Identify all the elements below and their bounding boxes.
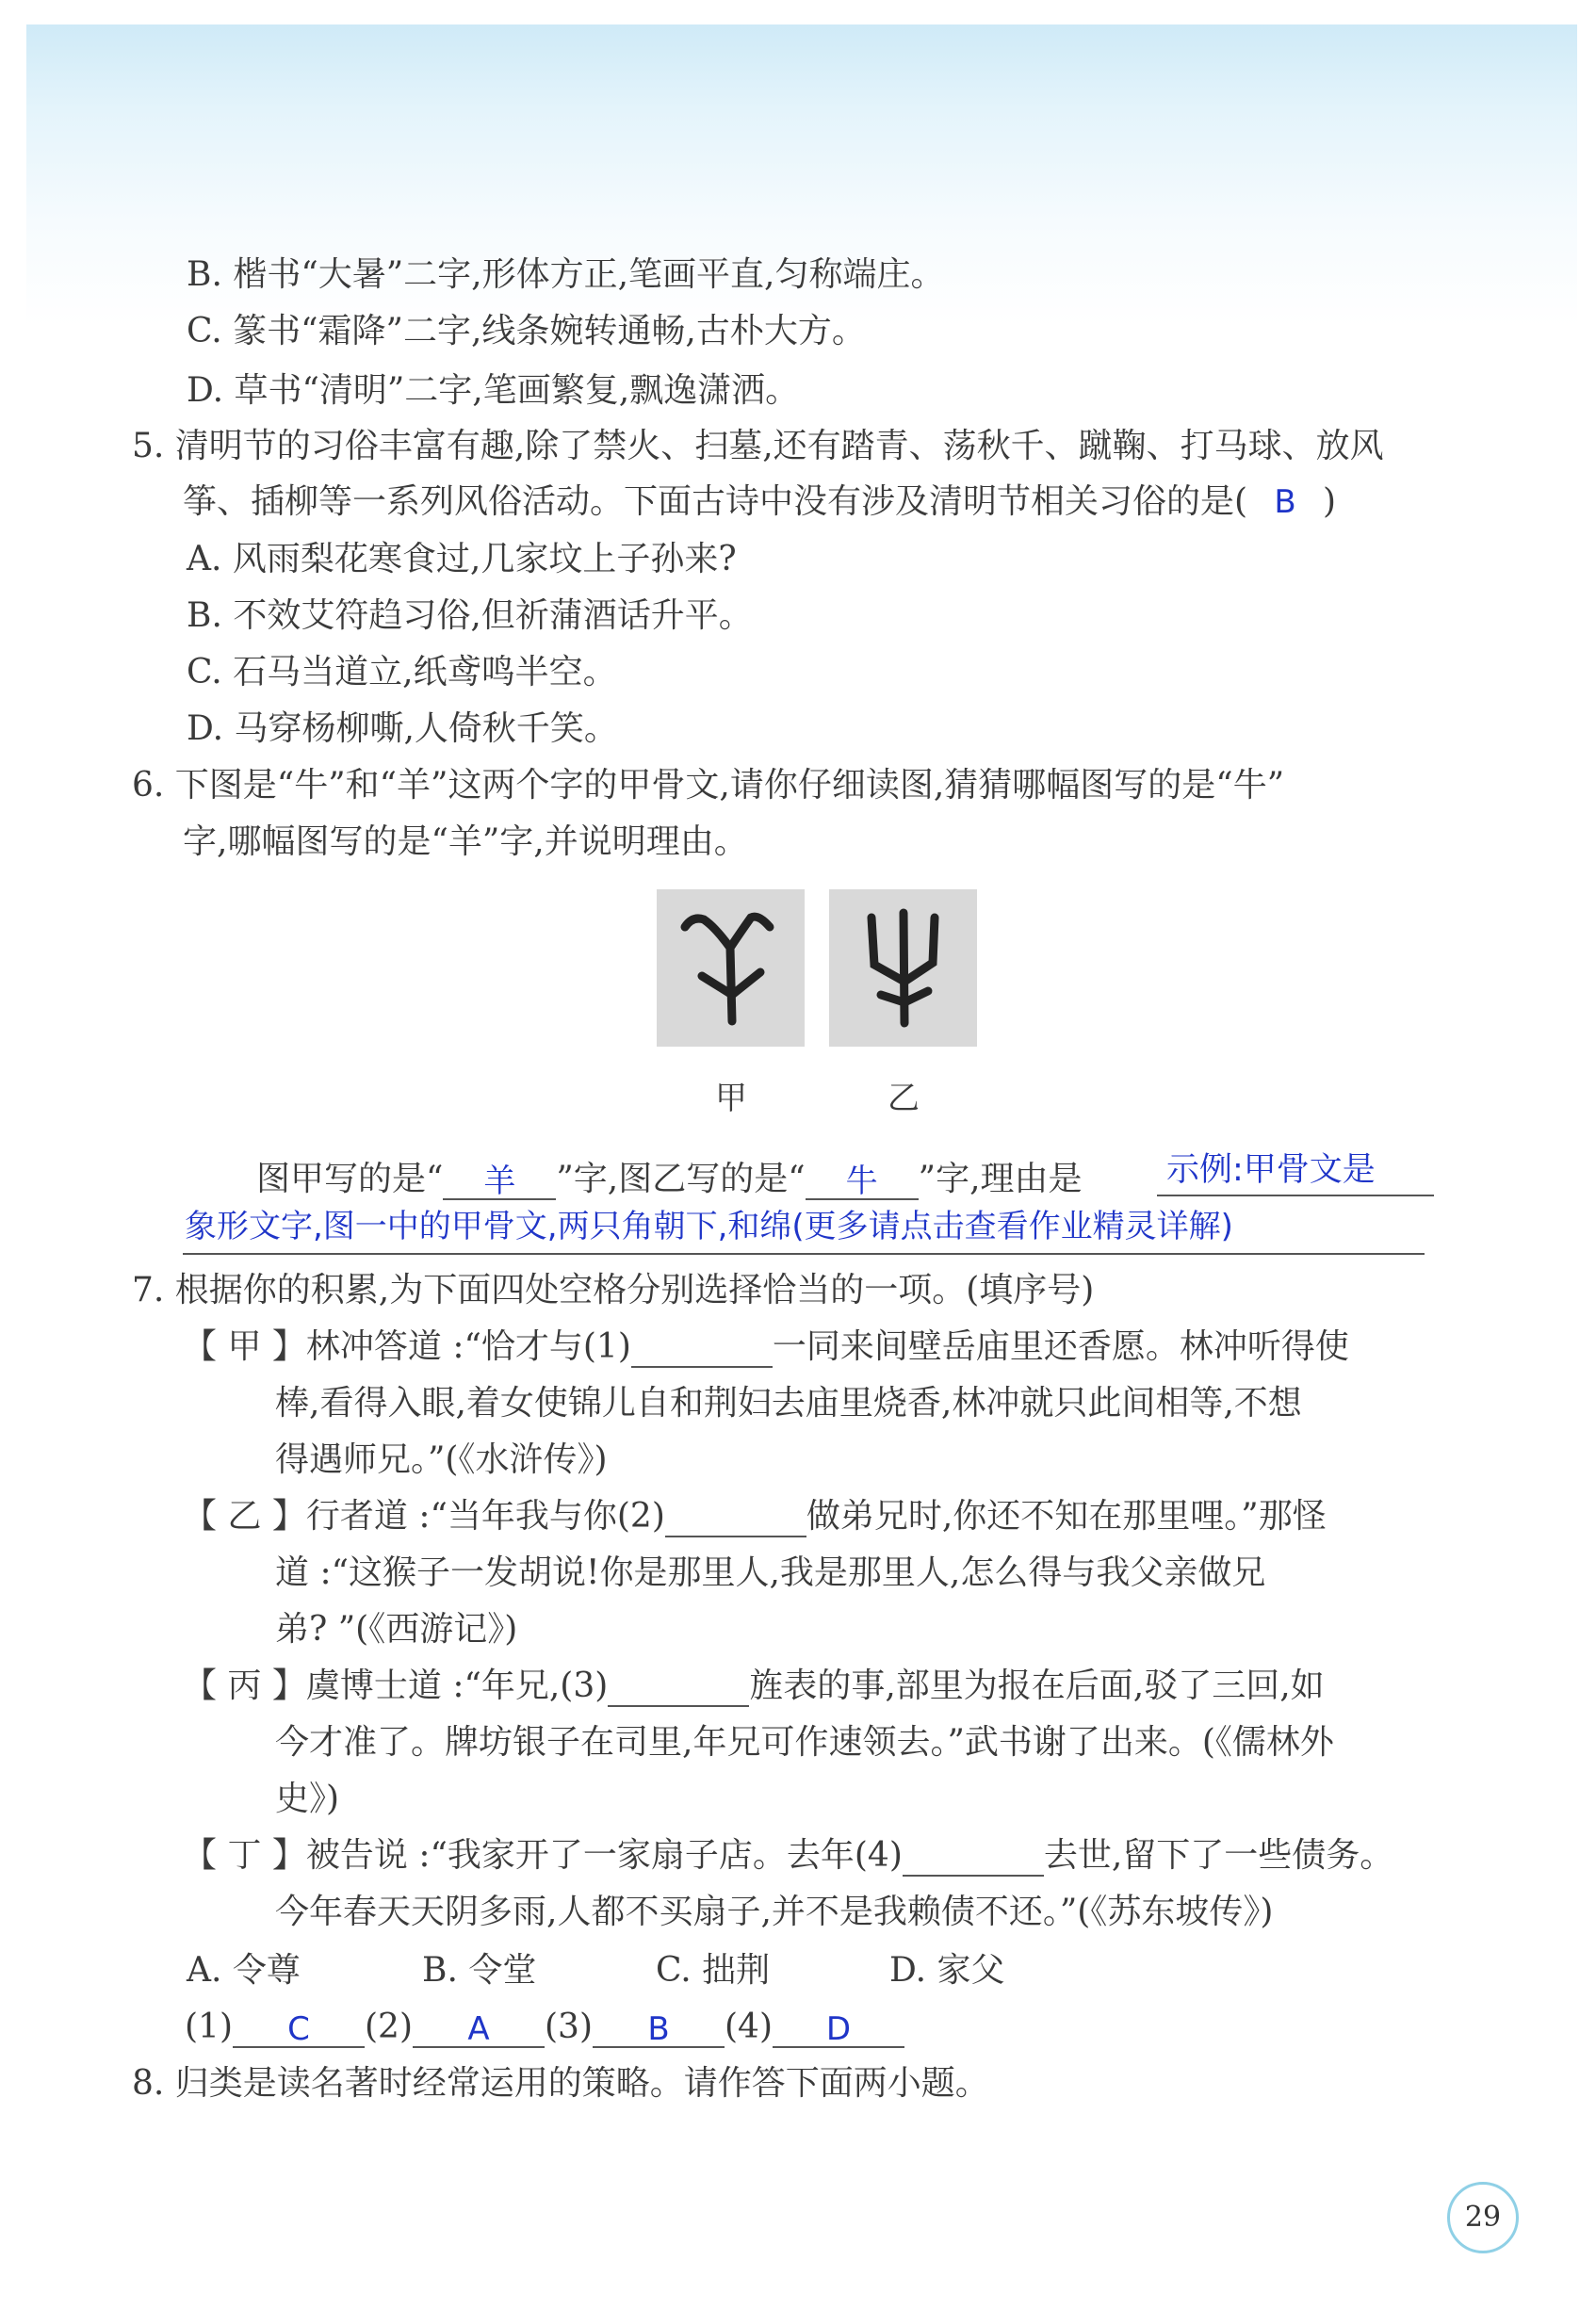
q7-jia-line1-b: 一同来间壁岳庙里还香愿。林冲听得使	[772, 1327, 1349, 1366]
q5-stem-prefix: 筝、插柳等一系列风俗活动。下面古诗中没有涉及清明节相关习俗的是(	[183, 482, 1248, 521]
q6-answer-yi: 牛	[806, 1161, 919, 1200]
q7-answer-3: B	[593, 2008, 725, 2048]
q4-option-b: B. 楷书“大暑”二字,形体方正,笔画平直,匀称端庄。	[187, 255, 945, 294]
q7-answer-label-4: (4)	[725, 2008, 773, 2046]
caption-jia: 甲	[715, 1080, 747, 1117]
q7-bing-line3: 史》)	[275, 1780, 340, 1818]
q7-blank-3	[608, 1669, 749, 1707]
q7-jia-line1	[183, 1326, 1349, 1368]
q7-yi-line1-b: 做弟兄时,你还不知在那里哩。”那怪	[806, 1497, 1327, 1536]
q7-answer-label-3: (3)	[545, 2008, 593, 2046]
q7-ding-line1-a: 【 丁 】被告说 :“我家开了一家扇子店。去年(4)	[183, 1836, 903, 1875]
q7-answer-label-2: (2)	[365, 2008, 413, 2046]
q7-option-c: C. 拙荆	[656, 1951, 771, 1990]
oracle-bone-image-jia	[657, 889, 805, 1047]
q5-stem-suffix: )	[1323, 482, 1337, 521]
q5-stem-line1: 5. 清明节的习俗丰富有趣,除了禁火、扫墓,还有踏青、荡秋千、蹴鞠、打马球、放风	[132, 427, 1384, 465]
q7-bing-line2: 今才准了。牌坊银子在司里,年兄可作速领去。”武书谢了出来。(《儒林外	[275, 1723, 1334, 1762]
q7-ding-line2: 今年春天天阴多雨,人都不买扇子,并不是我赖债不还。”(《苏东坡传》)	[275, 1893, 1274, 1931]
q6-stem-line1: 6. 下图是“牛”和“羊”这两个字的甲骨文,请你仔细读图,猜猜哪幅图写的是“牛”	[132, 766, 1285, 805]
q6-answer-mid2: ”字,理由是	[918, 1160, 1083, 1198]
q5-option-c: C. 石马当道立,纸鸢鸣半空。	[187, 653, 617, 691]
caption-yi: 乙	[888, 1080, 920, 1117]
q5-answer: B	[1274, 483, 1296, 521]
q5-stem-line2	[183, 481, 1336, 523]
q7-ding-line1	[183, 1835, 1393, 1877]
q7-yi-line2: 道 :“这猴子一发胡说!你是那里人,我是那里人,怎么得与我父亲做兄	[275, 1553, 1266, 1592]
q7-option-b: B. 令堂	[422, 1951, 537, 1990]
q6-reason-underline-1	[1157, 1195, 1434, 1196]
q7-answer-1: C	[233, 2008, 365, 2048]
q7-yi-line1	[183, 1496, 1327, 1537]
q6-answer-jia: 羊	[443, 1161, 556, 1200]
q7-yi-line3: 弟? ”(《西游记》)	[275, 1610, 518, 1649]
q6-reason-underline-2	[183, 1253, 1425, 1255]
q6-reason-part1: 示例:甲骨文是	[1166, 1151, 1376, 1189]
q7-blank-1	[631, 1330, 773, 1368]
q6-answer-mid: ”字,图乙写的是“	[556, 1160, 806, 1198]
q6-stem-line2: 字,哪幅图写的是“羊”字,并说明理由。	[183, 822, 748, 861]
q5-option-d: D. 马穿杨柳嘶,人倚秋千笑。	[187, 709, 618, 748]
q7-bing-line1-a: 【 丙 】虞博士道 :“年兄,(3)	[183, 1667, 609, 1705]
q7-jia-line2: 棒,看得入眼,着女使锦儿自和荆妇去庙里烧香,林冲就只此间相等,不想	[275, 1384, 1302, 1423]
q7-answer-4: D	[773, 2008, 904, 2048]
q6-reason-part2: 象形文字,图一中的甲骨文,两只角朝下,和绵(更多请点击查看作业精灵详解)	[185, 1208, 1233, 1245]
q7-option-a: A. 令尊	[187, 1951, 301, 1990]
q7-intro: 7. 根据你的积累,为下面四处空格分别选择恰当的一项。(填序号)	[132, 1271, 1095, 1309]
q7-option-d: D. 家父	[889, 1951, 1005, 1990]
q7-ding-line1-b: 去世,留下了一些债务。	[1043, 1836, 1394, 1875]
q7-answers-row	[185, 2007, 904, 2048]
q7-jia-line3: 得遇师兄。”(《水浒传》)	[275, 1440, 608, 1479]
q7-bing-line1-b: 旌表的事,部里为报在后面,驳了三回,如	[749, 1667, 1325, 1705]
q4-option-d: D. 草书“清明”二字,笔画繁复,飘逸潇洒。	[187, 371, 800, 410]
page-number: 29	[1447, 2182, 1519, 2253]
oracle-bone-sheep-glyph	[657, 889, 805, 1047]
q7-yi-line1-a: 【 乙 】行者道 :“当年我与你(2)	[183, 1497, 665, 1536]
oracle-bone-ox-glyph	[829, 889, 977, 1047]
q4-option-c: C. 篆书“霜降”二字,线条婉转通畅,古朴大方。	[187, 312, 866, 350]
q5-option-b: B. 不效艾符趋习俗,但祈蒲酒话升平。	[187, 596, 753, 635]
q7-blank-4	[903, 1839, 1044, 1877]
q6-answer-line	[256, 1159, 1083, 1200]
q7-bing-line1	[183, 1666, 1325, 1707]
oracle-bone-image-yi	[829, 889, 977, 1047]
q7-jia-line1-a: 【 甲 】林冲答道 :“恰才与(1)	[183, 1327, 631, 1366]
q7-blank-2	[665, 1500, 806, 1537]
q7-answer-label-1: (1)	[185, 2008, 233, 2046]
q5-option-a: A. 风雨梨花寒食过,几家坟上子孙来?	[187, 540, 737, 578]
q8-stem: 8. 归类是读名著时经常运用的策略。请作答下面两小题。	[132, 2064, 989, 2103]
q7-answer-2: A	[413, 2008, 545, 2048]
q6-answer-prefix: 图甲写的是“	[256, 1160, 444, 1198]
